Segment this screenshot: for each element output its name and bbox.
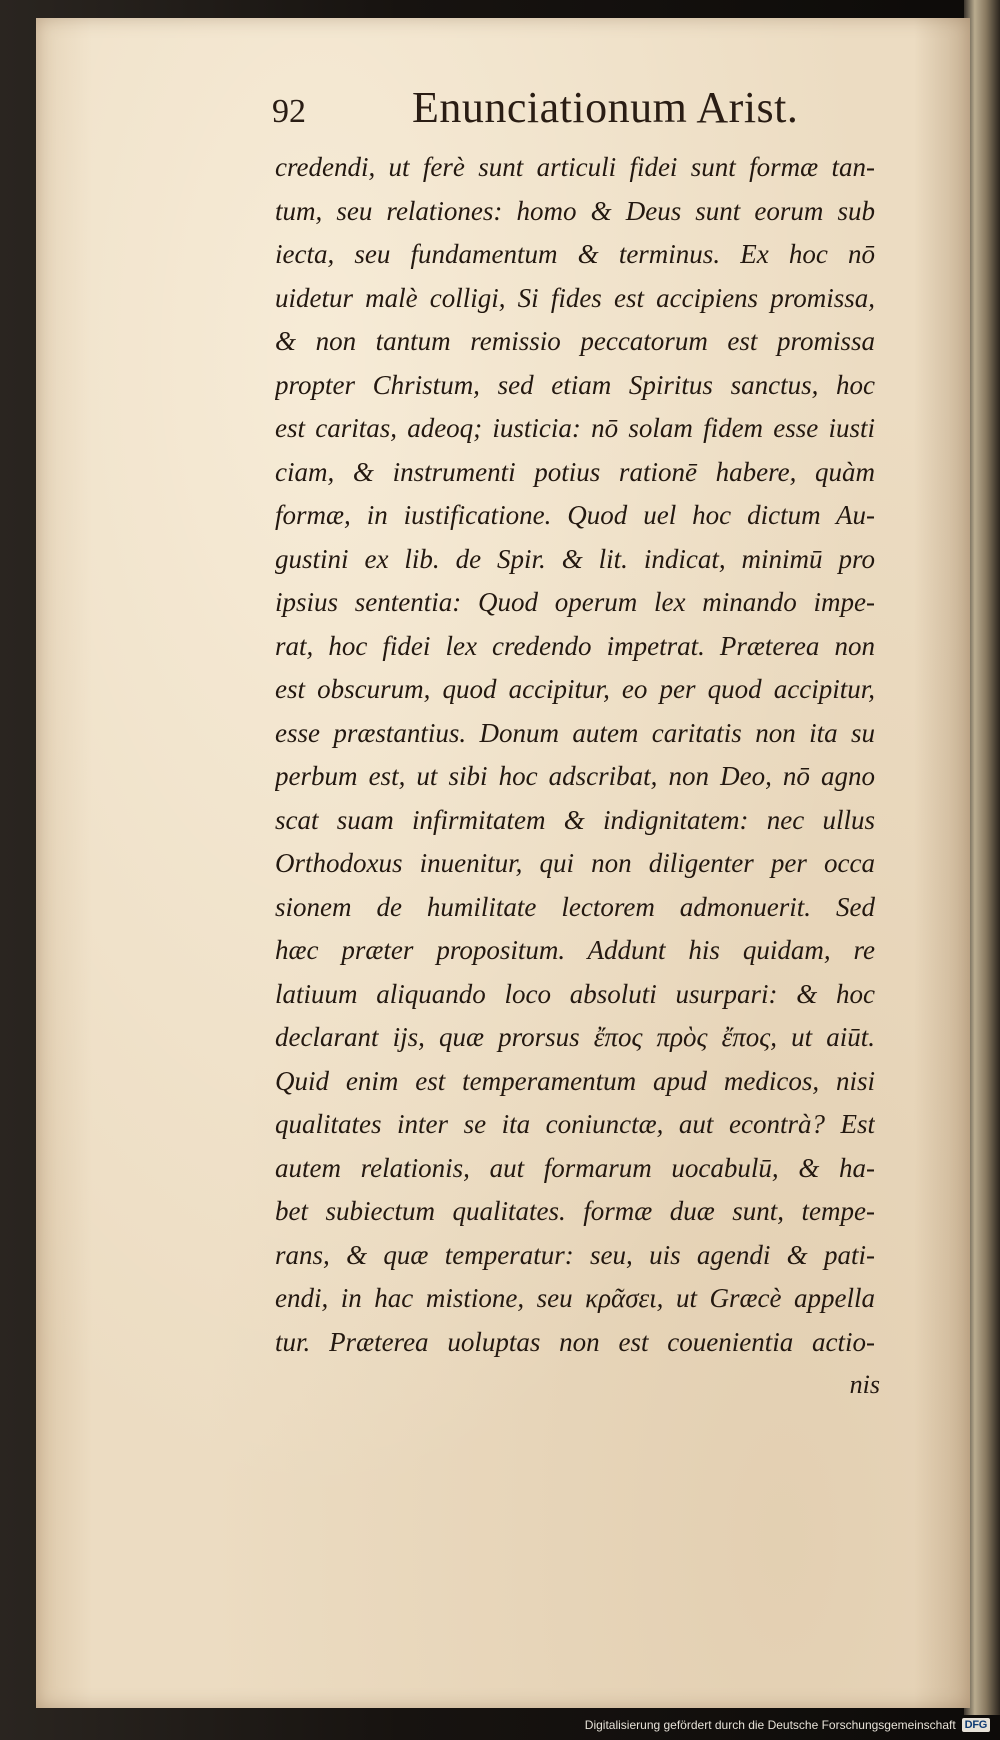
text-line: ciam, & instrumenti potius rationē habere, quàm	[275, 456, 875, 487]
text-line: tur. Præterea uoluptas non est couenientia actio-	[275, 1326, 875, 1357]
page-header	[272, 82, 872, 142]
text-line: iecta, seu fundamentum & terminus. Ex hoc nō	[275, 239, 875, 269]
text-line: tum, seu relationes: homo & Deus sunt eorum sub	[275, 195, 875, 226]
digitization-credit	[585, 1714, 990, 1736]
text-line: endi, in hac mistione, seu κρᾶσει, ut Græcè appella	[275, 1283, 875, 1313]
text-line: hæc præter propositum. Addunt his quidam, re	[275, 935, 875, 965]
text-line: credendi, ut ferè sunt articuli fidei sunt formæ tan-	[275, 152, 875, 182]
text-line: gustini ex lib. de Spir. & lit. indicat, minimū pro	[275, 543, 875, 574]
text-line: bet subiectum qualitates. formæ duæ sunt, tempe-	[275, 1196, 875, 1226]
page-number: 92	[272, 93, 306, 130]
text-line: & non tantum remissio peccatorum est promissa	[275, 326, 875, 356]
credit-text: Digitalisierung gefördert durch die Deutsche Forschungsgemeinschaft	[584, 1718, 956, 1732]
text-line: sionem de humilitate lectorem admonuerit. Sed	[275, 891, 875, 922]
catchword: nis	[849, 1370, 880, 1399]
text-line: formæ, in iustificatione. Quod uel hoc dictum Au-	[275, 500, 875, 530]
body-text	[275, 146, 875, 1426]
text-line: latiuum aliquando loco absoluti usurpari: & hoc	[275, 978, 875, 1009]
text-line: ipsius sententia: Quod operum lex minando impe-	[275, 587, 875, 617]
text-line: propter Christum, sed etiam Spiritus sanctus, hoc	[275, 369, 875, 400]
text-line: est obscurum, quod accipitur, eo per quod accipitur,	[275, 674, 875, 704]
text-line: Quid enim est temperamentum apud medicos, nisi	[275, 1065, 875, 1096]
text-line: esse præstantius. Donum autem caritatis non ita su	[275, 717, 875, 748]
running-head: Enunciationum Arist.	[412, 83, 799, 132]
text-line: Orthodoxus inuenitur, qui non diligenter per occa	[275, 848, 875, 878]
text-line: autem relationis, aut formarum uocabulū, & ha-	[275, 1152, 875, 1183]
text-line: rans, & quæ temperatur: seu, uis agendi & pati-	[275, 1239, 875, 1270]
text-line: perbum est, ut sibi hoc adscribat, non Deo, nō agno	[275, 761, 875, 791]
text-line: qualitates inter se ita coniunctæ, aut econtrà? Est	[275, 1109, 875, 1139]
text-line: declarant ijs, quæ prorsus ἔπος πρὸς ἔπος, ut aiūt.	[275, 1022, 875, 1052]
text-line: est caritas, adeoq; iusticia: nō solam fidem esse iusti	[275, 413, 875, 443]
text-line: scat suam infirmitatem & indignitatem: nec ullus	[275, 804, 875, 835]
text-line: rat, hoc fidei lex credendo impetrat. Præterea non	[275, 630, 875, 661]
text-line: uidetur malè colligi, Si fides est accipiens promissa,	[275, 282, 875, 313]
dfg-logo-icon: DFG	[962, 1718, 990, 1732]
